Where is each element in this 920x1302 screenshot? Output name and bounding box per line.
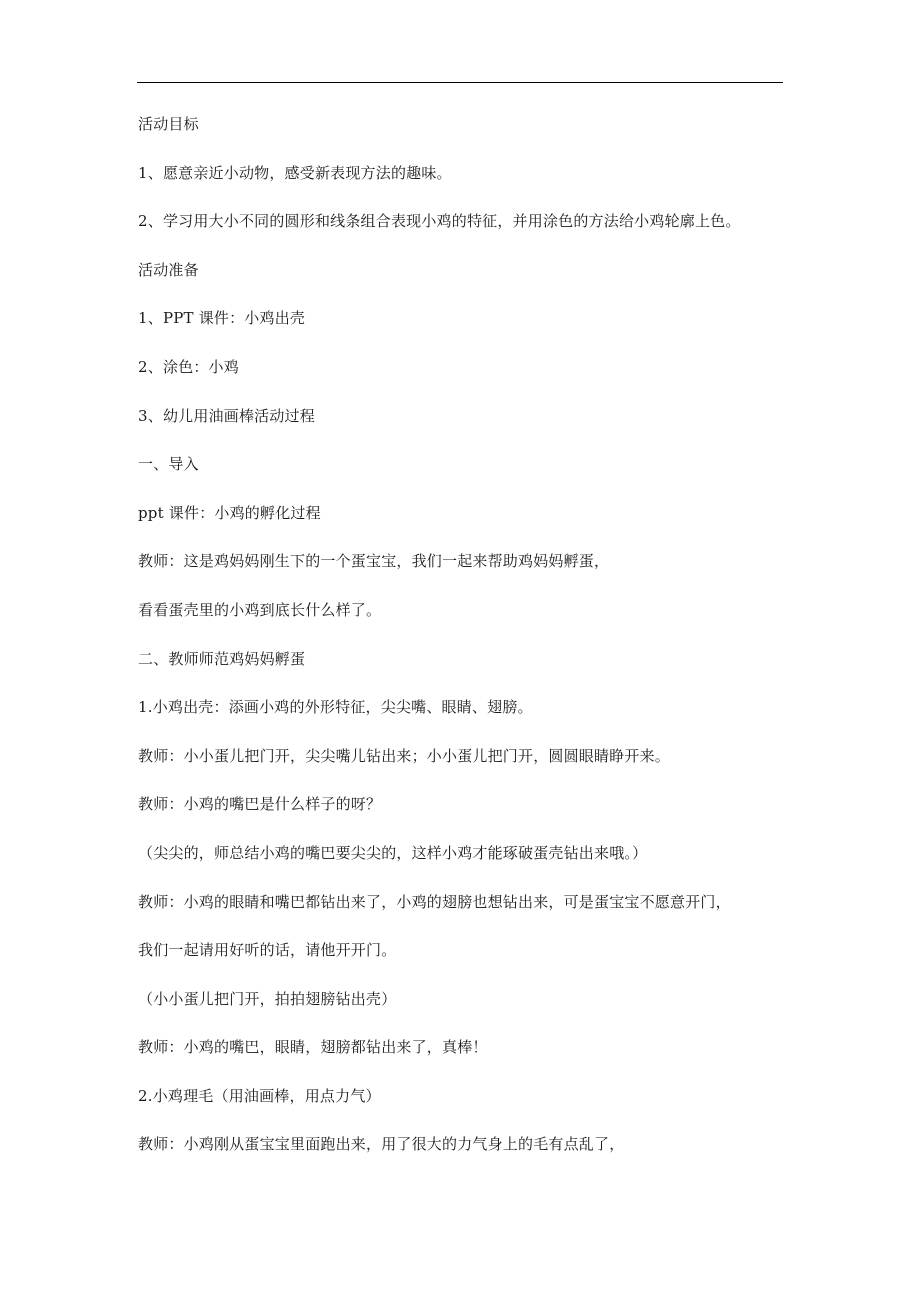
goal-item-1: 1、愿意亲近小动物，感受新表现方法的趣味。 (138, 163, 452, 182)
paragraph-line: 我们一起请用好听的话，请他开开门。 (138, 941, 397, 960)
paragraph-line: 教师：小小蛋儿把门开，尖尖嘴儿钻出来；小小蛋儿把门开，圆圆眼睛睁开来。 (138, 746, 671, 765)
heading-activity-preparation: 活动准备 (138, 260, 199, 279)
preparation-item-3: 3、幼儿用油画棒活动过程 (138, 406, 315, 425)
goal-item-2: 2、学习用大小不同的圆形和线条组合表现小鸡的特征，并用涂色的方法给小鸡轮廓上色。 (138, 212, 741, 231)
paragraph-line: 教师：小鸡的嘴巴，眼睛，翅膀都钻出来了，真棒！ (138, 1038, 488, 1057)
paragraph-line: 教师：小鸡的嘴巴是什么样子的呀？ (138, 795, 382, 814)
section-heading-demonstration: 二、教师师范鸡妈妈孵蛋 (138, 649, 306, 668)
subsection-heading-hatching: 1.小鸡出壳：添画小鸡的外形特征，尖尖嘴、眼睛、翅膀。 (138, 698, 533, 717)
paragraph-line: （小小蛋儿把门开，拍拍翅膀钻出壳） (138, 989, 397, 1008)
preparation-item-2: 2、涂色：小鸡 (138, 357, 239, 376)
paragraph-line: 教师：这是鸡妈妈刚生下的一个蛋宝宝，我们一起来帮助鸡妈妈孵蛋， (138, 552, 610, 571)
heading-activity-goals: 活动目标 (138, 115, 199, 133)
paragraph-line: （尖尖的，师总结小鸡的嘴巴要尖尖的，这样小鸡才能琢破蛋壳钻出来哦。） (138, 843, 648, 862)
document-body (138, 114, 818, 1183)
subsection-heading-grooming: 2.小鸡理毛（用油画棒，用点力气） (138, 1086, 381, 1105)
header-rule (137, 82, 783, 83)
section-heading-intro: 一、导入 (138, 455, 199, 474)
paragraph-line: 看看蛋壳里的小鸡到底长什么样了。 (138, 600, 382, 619)
preparation-item-1: 1、PPT 课件：小鸡出壳 (138, 309, 306, 328)
paragraph-line: ppt 课件：小鸡的孵化过程 (138, 503, 321, 522)
paragraph-line: 教师：小鸡的眼睛和嘴巴都钻出来了，小鸡的翅膀也想钻出来，可是蛋宝宝不愿意开门， (138, 892, 731, 911)
paragraph-line: 教师：小鸡刚从蛋宝宝里面跑出来，用了很大的力气身上的毛有点乱了， (138, 1135, 625, 1154)
